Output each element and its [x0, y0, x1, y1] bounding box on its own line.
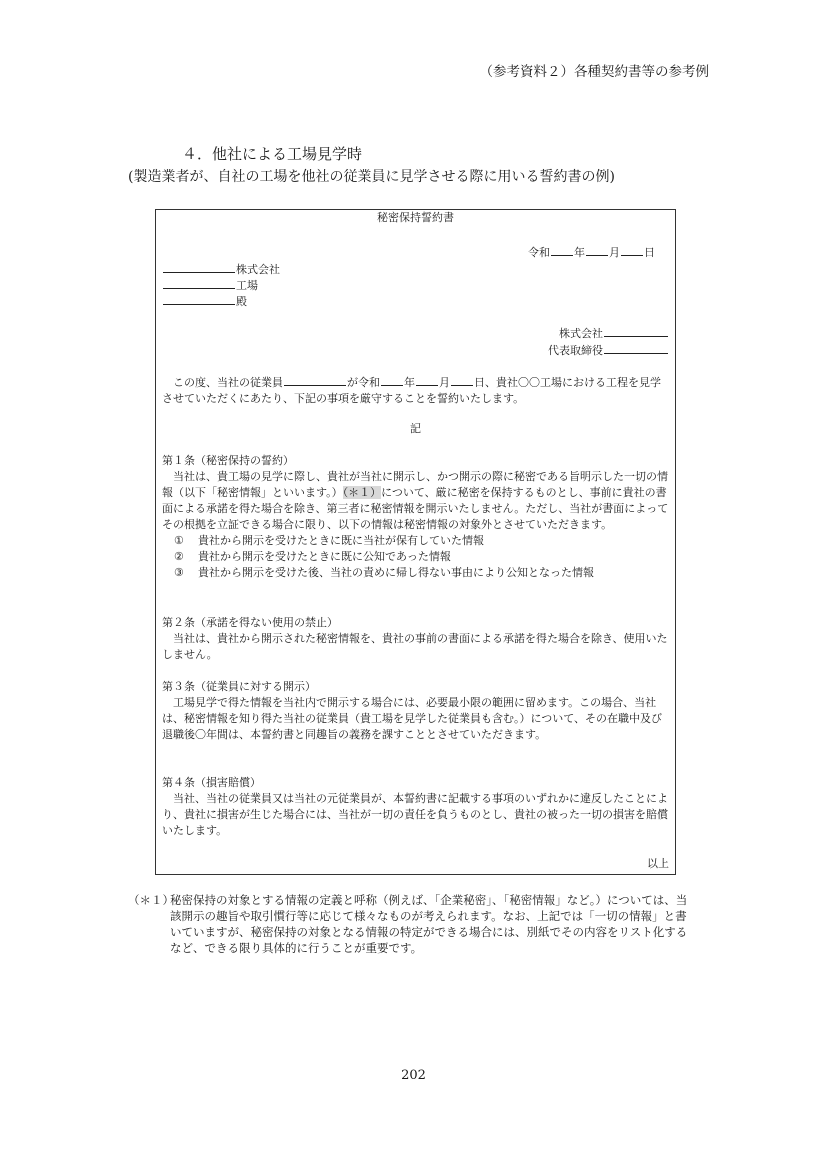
footnote-ref: （＊１） [342, 486, 382, 499]
addressee-company: 株式会社 [236, 263, 280, 276]
article-3-body: 工場見学で得た情報を当社内で開示する場合には、必要最小限の範囲に留めます。この場合、当社は、秘密情報を知り得た当社の従業員（貴工場を見学した従業員も含む。）について、その在職中及び退職後〇年間は、本誓約書と同趣旨の義務を課すこととさせていただきます。 [162, 696, 663, 741]
employee-blank [284, 373, 346, 386]
intro-text-3: 日、貴社〇〇工場における工程を見学させていただくにあたり、下記の事項を厳守することを誓約いたします。 [162, 376, 661, 405]
ki-heading: 記 [410, 422, 421, 435]
list-item [162, 533, 669, 549]
article-1 [162, 453, 669, 581]
article-2 [162, 615, 669, 663]
page-number: 202 [401, 1068, 426, 1083]
article-1-body [162, 469, 669, 533]
list-item [162, 549, 669, 565]
addressee-block [162, 260, 280, 308]
addressee-name-blank [163, 292, 235, 305]
sender-company: 株式会社 [559, 327, 603, 340]
article-1-text-pre: 当社は、貴工場の見学に際し、貴社が当社に開示し、かつ開示の際に秘密である旨明示した一切の情報（以下「秘密情報」といいます。） [162, 470, 668, 499]
intro-text-2: が令和 [347, 376, 380, 389]
header-note: （参考資料２）各種契約書等の参考例 [479, 64, 709, 80]
section-subtitle: (製造業者が、自社の工場を他社の従業員に見学させる際に用いる誓約書の例) [128, 169, 615, 185]
item-text: 貴社から開示を受けたときに既に公知であった情報 [198, 550, 451, 563]
article-2-body: 当社は、貴社から開示された秘密情報を、貴社の事前の書面による承諾を得た場合を除き、使用いたしません。 [162, 632, 668, 661]
date-day: 日 [644, 246, 655, 259]
section-title: ４．他社による工場見学時 [182, 145, 363, 163]
footnote [128, 892, 693, 956]
item-text: 貴社から開示を受けたときに既に当社が保有していた情報 [198, 534, 484, 547]
article-3 [162, 679, 669, 743]
pledge-document [155, 209, 676, 875]
intro-month: 月 [439, 376, 450, 389]
intro-year-blank [381, 373, 403, 386]
document-title: 秘密保持誓約書 [377, 211, 454, 224]
addressee-company-blank [163, 260, 235, 273]
item-text: 貴社から開示を受けた後、当社の責めに帰し得ない事由により公知となった情報 [198, 566, 594, 579]
item-number: ③ [174, 566, 184, 579]
date-era: 令和 [528, 246, 550, 259]
article-4-body: 当社、当社の従業員又は当社の元従業員が、本誓約書に記載する事項のいずれかに違反したことにより、貴社に損害が生じた場合には、当社が一切の責任を負うものとし、貴社の被った一切の損害を賠償いたします。 [162, 792, 668, 837]
article-1-text-post: について、厳に秘密を保持するものとし、事前に貴社の書面による承諾を得た場合を除き、第三者に秘密情報を開示いたしません。ただし、当社が書面によってその根拠を立証できる場合に限り、以下の情報は秘密情報の対象外とさせていただきます。 [162, 486, 669, 531]
item-number: ① [174, 534, 184, 547]
intro-year: 年 [404, 376, 415, 389]
footnote-text: 秘密保持の対象とする情報の定義と呼称（例えば、「企業秘密」、「秘密情報」など。）については、当該開示の趣旨や取引慣行等に応じて様々なものが考えられます。なお、上記では「一切の情報」と書いていますが、秘密保持の対象となる情報の特定ができる場合には、別紙でその内容をリスト化するなど、できる限り具体的に行うことが重要です。 [170, 893, 688, 955]
intro-text-1: この度、当社の従業員 [173, 376, 283, 389]
closing-mark: 以上 [647, 857, 669, 870]
footnote-mark: （＊１） [128, 893, 174, 907]
day-blank [621, 243, 643, 256]
sender-company-blank [604, 324, 668, 337]
addressee-factory-blank [163, 276, 235, 289]
sender-rep: 代表取締役 [548, 344, 603, 357]
intro-day-blank [451, 373, 473, 386]
article-3-title: 第３条（従業員に対する開示） [162, 680, 316, 693]
month-blank [586, 243, 608, 256]
addressee-honorific: 殿 [236, 295, 247, 308]
article-2-title: 第２条（承諾を得ない使用の禁止） [162, 616, 338, 629]
intro-paragraph [162, 373, 669, 407]
list-item [162, 565, 669, 581]
intro-month-blank [416, 373, 438, 386]
year-blank [551, 243, 573, 256]
sender-block [548, 324, 669, 358]
article-4-title: 第４条（損害賠償） [162, 776, 261, 789]
article-4 [162, 775, 669, 839]
date-line [528, 243, 655, 261]
addressee-factory: 工場 [236, 279, 258, 292]
article-1-title: 第１条（秘密保持の誓約） [162, 454, 294, 467]
date-year: 年 [574, 246, 585, 259]
exclusion-list [162, 533, 669, 581]
sender-rep-blank [604, 341, 668, 354]
item-number: ② [174, 550, 184, 563]
date-month: 月 [609, 246, 620, 259]
